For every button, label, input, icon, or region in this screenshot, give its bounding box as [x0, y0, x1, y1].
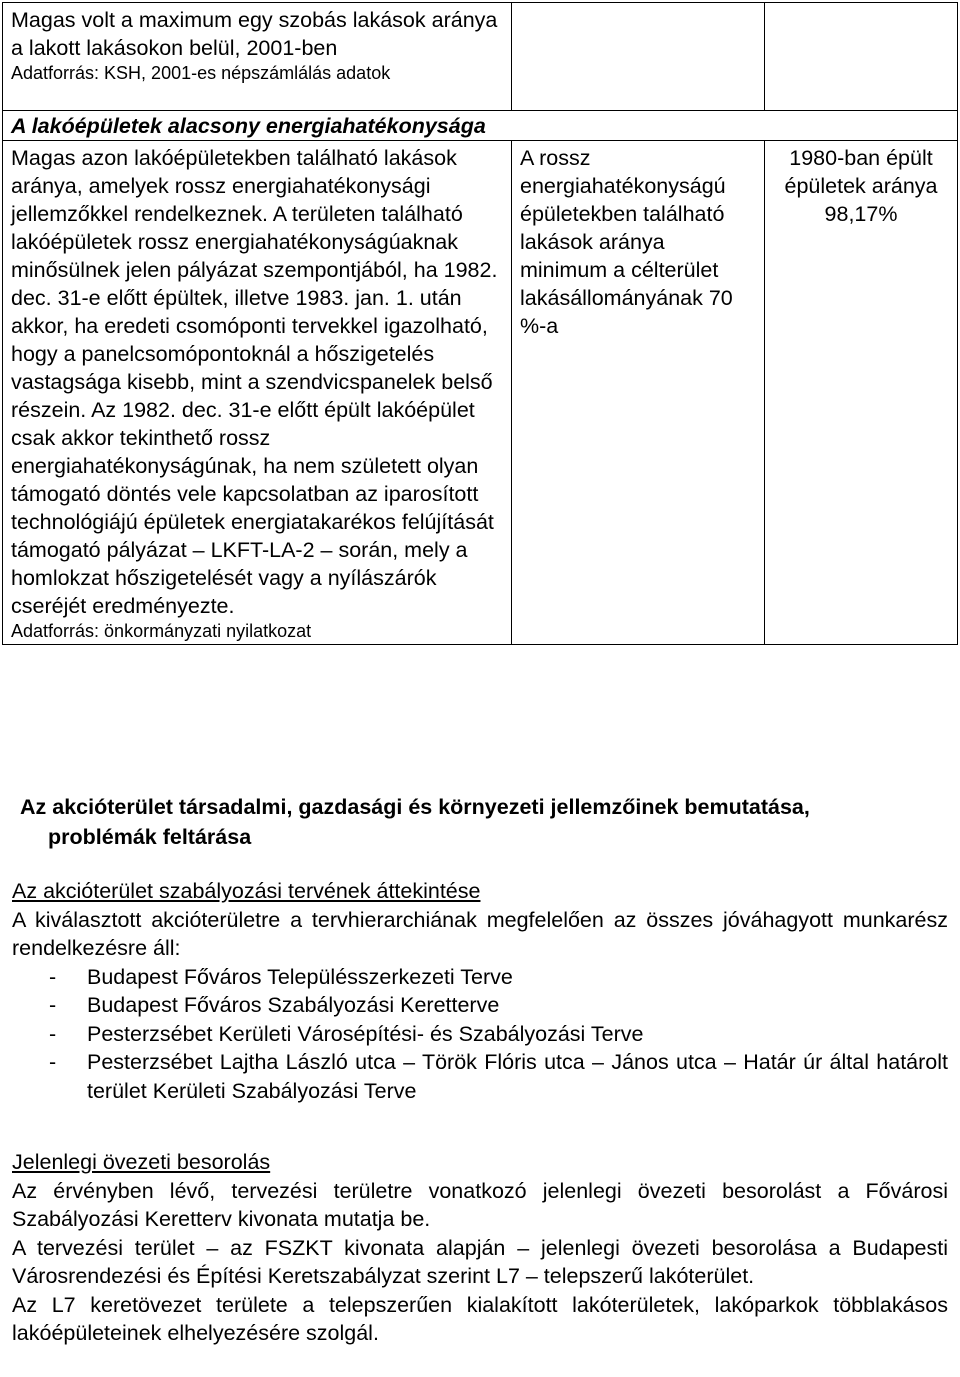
row-title: Magas volt a maximum egy szobás lakások aránya a lakott lakásokon belül, 2001-ben [11, 8, 498, 60]
row-source: Adatforrás: KSH, 2001-es népszámlálás adatok [11, 63, 391, 83]
table-row [3, 141, 958, 645]
section-heading-line2: problémák feltárása [48, 825, 252, 849]
indicator-cell: A rossz energiahatékonyságú épületekben található lakások aránya minimum a célterület lakásállományának 70 %-a [512, 141, 765, 645]
paragraph: Az L7 keretövezet területe a telepszerűen kialakított lakóterületek, lakóparkok többlakásos lakóépületeinek elhelyezésére szolgál. [12, 1292, 948, 1345]
section-regulatory-plan [12, 877, 948, 1105]
list-item: - Pesterzsébet Kerületi Városépítési- és Szabályozási Terve [49, 1021, 644, 1046]
table-section-heading: A lakóépületek alacsony energiahatékonysága [3, 111, 958, 141]
section-zoning [12, 1148, 948, 1348]
table-cell [3, 141, 512, 645]
list-item: - Budapest Főváros Településszerkezeti Terve [49, 964, 513, 989]
list-item: - Pesterzsébet Lajtha László utca – Török Flóris utca – János utca – Határ úr által határolt terület Kerületi Szabályozási Terve [49, 1050, 948, 1103]
table-cell [765, 3, 958, 111]
section-title: Jelenlegi övezeti besorolás [12, 1150, 271, 1174]
list-item: - Budapest Főváros Szabályozási Keretterve [49, 993, 500, 1017]
value-cell: 1980-ban épült épületek aránya 98,17% [765, 141, 958, 645]
indicator-table [2, 2, 958, 645]
table-cell [512, 3, 765, 111]
section-heading [20, 792, 950, 852]
section-intro: A kiválasztott akcióterületre a tervhierarchiának megfelelően az összes jóváhagyott munkarész rendelkezésre áll: [12, 907, 948, 960]
section-heading-line1: Az akcióterület társadalmi, gazdasági és környezeti jellemzőinek bemutatása, [20, 795, 810, 819]
table-cell [3, 3, 512, 111]
row-description: Magas azon lakóépületekben található lakások aránya, amelyek rossz energiahatékonysági jellemzőkkel rendelkeznek. A területen található lakóépületek rossz energiahatékonyságúaknak minősülnek jelen pályázat szempontjából, ha 1982. dec. 31-e előtt épültek, illetve 1983. jan. 1. után akkor, ha eredeti csomóponti tervekkel igazolható, hogy a panelcsomópontoknál a hőszigetelés vastagsága kisebb, mint a szendvicspanelek belső részein. Az 1982. dec. 31-e előtt épült lakóépület csak akkor tekinthető rossz energiahatékonyságúnak, ha nem született olyan támogató döntés vele kapcsolatban az iparosított technológiájú épületek energiatakarékos felújítását támogató pályázat – LKFT-LA-2 – során, mely a homlokzat hőszigetelését vagy a nyílászárók cseréjét eredményezte. [11, 146, 498, 618]
table-row [3, 111, 958, 141]
row-source: Adatforrás: önkormányzati nyilatkozat [11, 621, 312, 641]
table-row [3, 3, 958, 111]
section-title: Az akcióterület szabályozási tervének áttekintése [12, 879, 481, 903]
plan-list [12, 963, 948, 1106]
paragraph: Az érvényben lévő, tervezési területre vonatkozó jelenlegi övezeti besorolást a Fővárosi Szabályozási Keretterv kivonata mutatja be. [12, 1178, 948, 1231]
paragraph: A tervezési terület – az FSZKT kivonata alapján – jelenlegi övezeti besorolása a Budapesti Városrendezési és Építési Keretszabályzat szerint L7 – telepszerű lakóterület. [12, 1235, 948, 1288]
